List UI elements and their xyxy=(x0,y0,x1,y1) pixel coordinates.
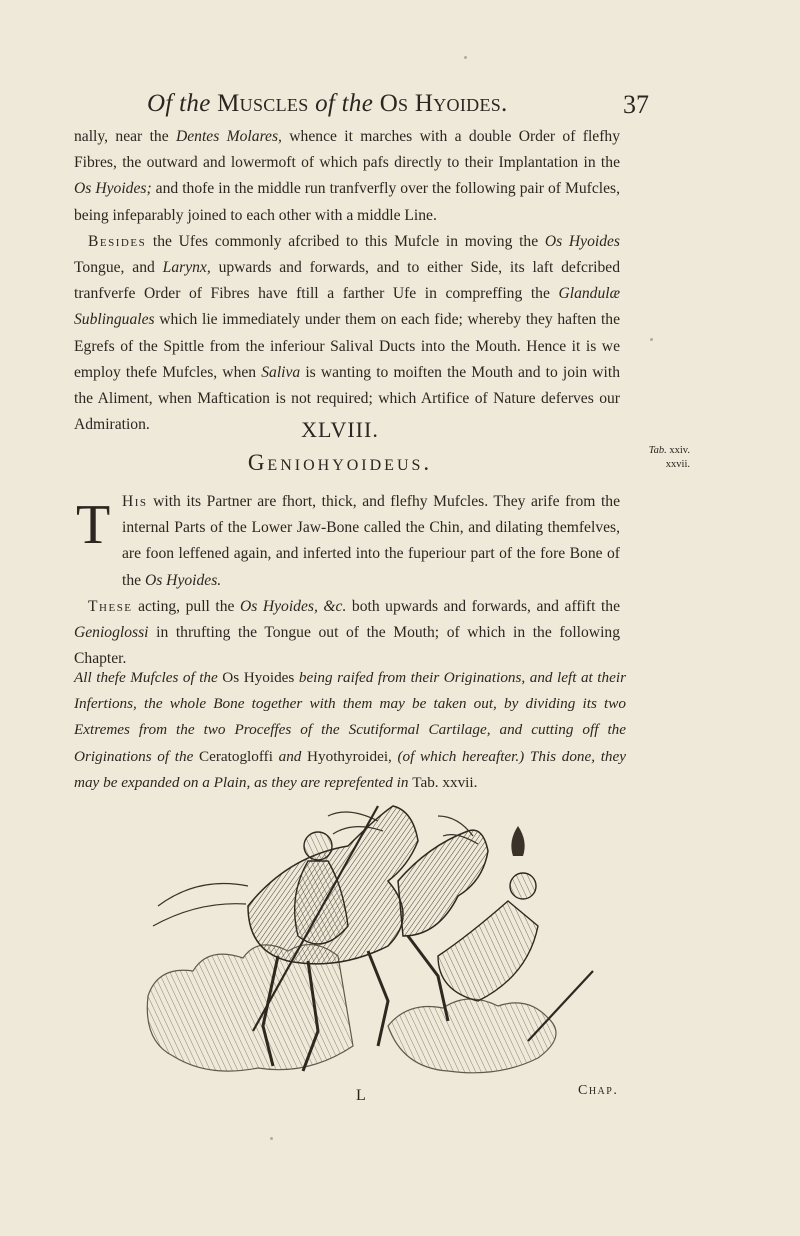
signature-mark: L xyxy=(356,1087,366,1104)
continuation-paragraph: nally, near the Dentes Molares, whence it marches with a double Order of flefhy Fibres, the outward and lowermoft of which pafs directly to their Implantation in the Os Hyoides; and thofe in the middle run tranfverfly over the following pair of Mufcles, being infeparably joined to each other with a middle Line. Besides the Ufes commonly afcribed to this Mufcle in moving the Os Hyoides Tongue, and Larynx, upwards and forwards, and to either Side, its laft defcribed tranfverfe Order of Fibres have ftill a farther Ufe in compreffing the Glandulæ Sublinguales which lie immediately under them on each fide; whereby they haften the Egrefs of the Spittle from the inferiour Salival Ducts into the Mouth. Hence it is we employ thefe Mufcles, when Saliva is wanting to moiften the Mouth and to join with the Aliment, when Maftication is not required; which Artifice of Nature deferves our Admiration. xyxy=(74,128,621,434)
section-body: His with its Partner are fhort, thick, and flefhy Mufcles. They arife from the internal Parts of the Lower Jaw-Bone called the Chin, and dilating themfelves, are foon leffened again, and inferted into the fuperiour part of the fore Bone of the Os Hyoides. These acting, pull the Os Hyoides, &c. both upwards and forwards, and affift the Genioglossi in thrufting the Tongue out of the Mouth; of which in the following Chapter. xyxy=(74,493,620,668)
dissection-note: All thefe Mufcles of the Os Hyoides being raifed from their Originations, and left at their Infertions, the whole Bone together with them may be taken out, by dividing its two Extremes from the two Proceffes of the Scutiformal Cartilage, and cutting off the Originations of the Ceratogloffi and Hyothyroidei, (of which hereafter.) This done, they may be expanded on a Plain, as they are reprefented in Tab. xxvii. xyxy=(74,669,626,791)
paper-speck xyxy=(270,1137,273,1140)
running-head-part: Muscles xyxy=(217,90,309,117)
paper-speck xyxy=(464,56,467,59)
torch-flame xyxy=(511,826,524,856)
paper-speck xyxy=(650,338,653,341)
page-number: 37 xyxy=(623,90,649,119)
section-title: Geniohyoideus. xyxy=(247,450,433,475)
drop-cap: T xyxy=(76,494,111,556)
catchword: Chap. xyxy=(578,1083,619,1098)
running-head-part: Os Hyoides. xyxy=(379,90,508,117)
running-head-part: Of the xyxy=(147,90,211,117)
running-head xyxy=(147,90,537,118)
margin-note: Tab. xxiv. xxvii. xyxy=(648,445,690,470)
section-number: XLVIII. xyxy=(301,417,379,442)
tailpiece-engraving xyxy=(138,786,618,1086)
running-head-part: of the xyxy=(315,90,374,117)
